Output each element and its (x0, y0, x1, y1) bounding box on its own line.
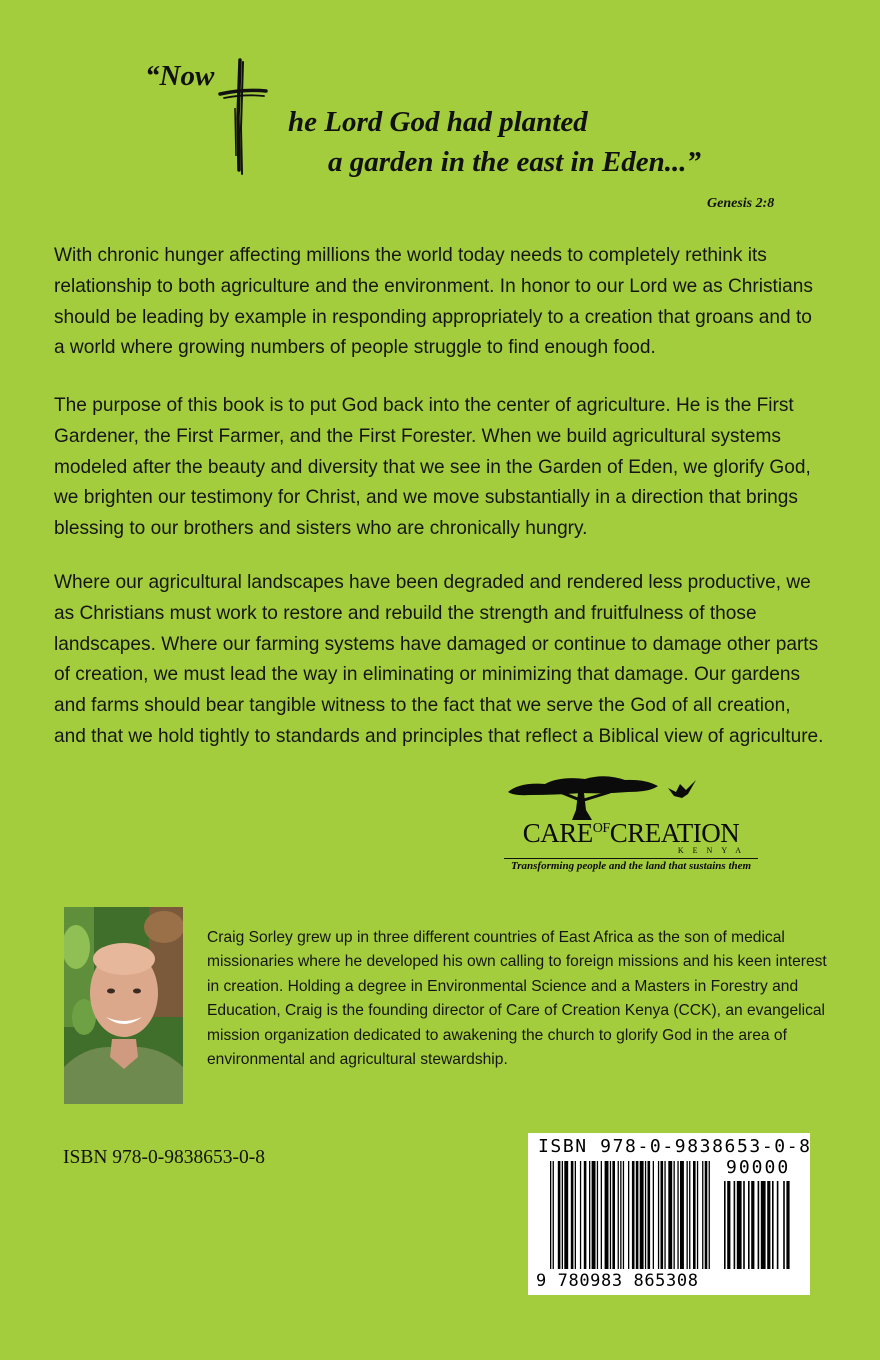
author-photo (64, 907, 183, 1104)
logo-country: KENYA (677, 846, 750, 855)
paragraph-2: The purpose of this book is to put God back into the center of agriculture. He is the First Gardener, the First Farmer, and the First Forester. When we build agricultural systems modeled after the beauty and diversity that we see in the Garden of Eden, we glorify God, we brighten our testimony for Christ, and we move substantially in a direction that brings blessing to our brothers and sisters who are chronically hungry. (54, 395, 811, 540)
logo-rule (504, 858, 758, 859)
barcode-isbn-label: ISBN 978-0-9838653-0-8 (538, 1136, 812, 1157)
logo-tagline: Transforming people and the land that sustains them (510, 860, 752, 872)
logo-name: $CARE^{OF}CREATION$ (522, 818, 740, 848)
barcode-addon-bars (724, 1181, 804, 1275)
quote-reference: Genesis 2:8 (707, 196, 775, 211)
barcode-digits: 9 780983 865308 (536, 1271, 699, 1291)
quote-line-3: a garden in the east in Eden...” (328, 146, 702, 178)
paragraph-3: Where our agricultural landscapes have been degraded and rendered less productive, we as Christians must work to restore and rebuild the strength and fruitfulness of those landscapes. Where our farming systems have damaged or continue to damage other parts of creation, we must lead the way in eliminating or minimizing that damage. Our gardens and farms should bear tangible witness to the fact that we serve the God of all creation, and that we hold tightly to standards and principles that reflect a Biblical view of agriculture. (54, 572, 824, 747)
quote-line-1: “Now (145, 60, 215, 92)
barcode (528, 1133, 810, 1295)
isbn-text: ISBN 978-0-9838653-0-8 (63, 1147, 266, 1168)
care-of-creation-logo (500, 770, 762, 880)
cross-icon (218, 58, 270, 176)
author-bio: Craig Sorley grew up in three different countries of East Africa as the son of medical missionaries where he developed his own calling to foreign missions and his keen interest in creation. Holding a degree in Environmental Science and a Masters in Forestry and Education, Craig is the founding director of Care of Creation Kenya (CCK), an evangelical mission organization dedicated to awakening the church to glorify God in the area of environmental and agricultural stewardship. (207, 929, 827, 1069)
quote-line-2: he Lord God had planted (288, 106, 588, 138)
barcode-bars (550, 1161, 720, 1275)
barcode-price-code: 90000 (726, 1157, 791, 1178)
paragraph-1: With chronic hunger affecting millions the world today needs to completely rethink its relationship to both agriculture and the environment. In honor to our Lord we as Christians should be leading by example in responding appropriately to a creation that groans and to a world where growing numbers of people struggle to find enough food. (54, 245, 813, 359)
